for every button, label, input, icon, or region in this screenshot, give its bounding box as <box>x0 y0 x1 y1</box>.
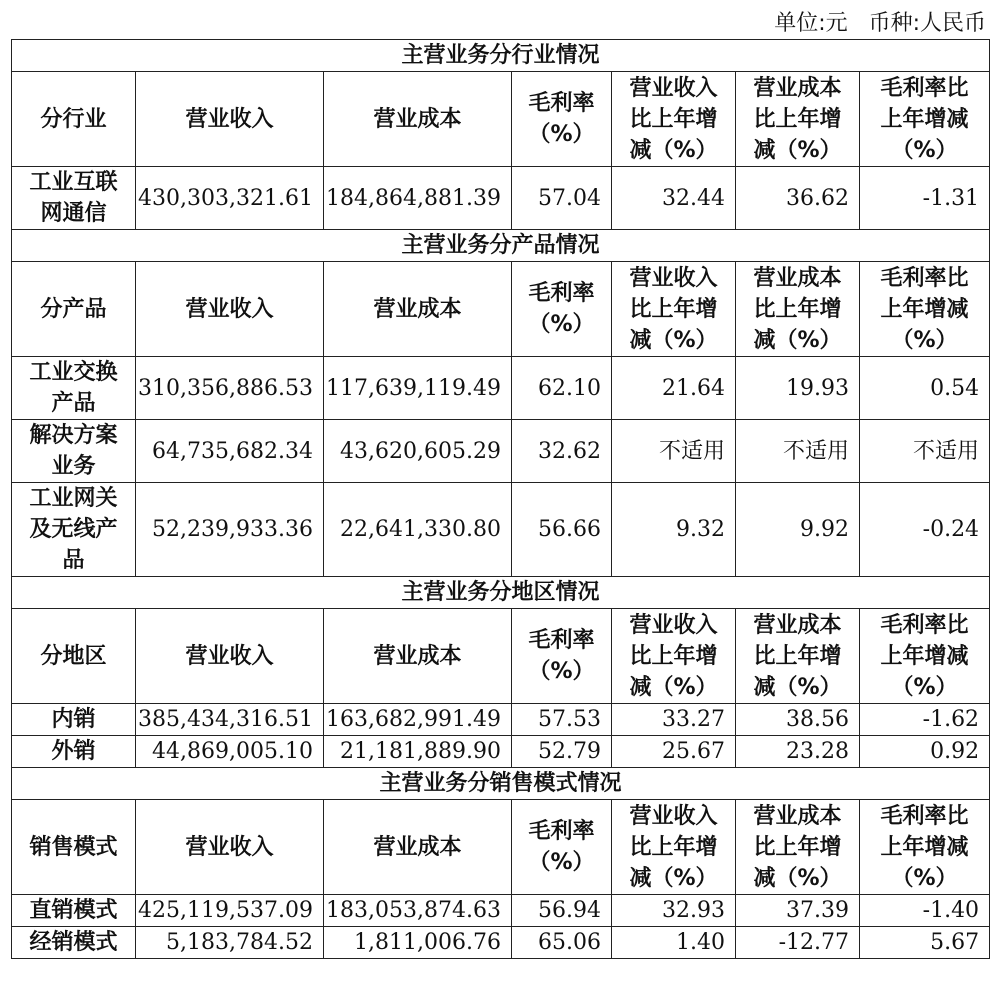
header-cost-change <box>736 609 860 704</box>
section-title: 主营业务分产品情况 <box>12 230 990 262</box>
main-business-table <box>11 39 990 959</box>
header-category <box>12 800 136 895</box>
column-header-row <box>12 72 990 167</box>
header-gross-margin <box>512 262 612 357</box>
cell-cost-chg: 38.56 <box>736 704 860 736</box>
header-gross-margin <box>512 609 612 704</box>
cell-rev-chg: 1.40 <box>612 927 736 959</box>
header-revenue-change <box>612 609 736 704</box>
cell-rev-chg: 不适用 <box>612 420 736 483</box>
cell-cost: 183,053,874.63 <box>324 895 512 927</box>
header-gross-margin <box>512 800 612 895</box>
header-revenue-change-text: 减（%） <box>629 865 718 891</box>
cell-rev-chg: 32.93 <box>612 895 736 927</box>
column-header-row <box>12 800 990 895</box>
header-margin-change-text: 上年增减 <box>880 834 969 860</box>
cell-rev-chg: 25.67 <box>612 736 736 768</box>
header-cost-change <box>736 72 860 167</box>
table-row <box>12 736 990 768</box>
header-gross-margin <box>512 72 612 167</box>
header-margin-change-text: 上年增减 <box>880 296 969 322</box>
row-label: 经销模式 <box>12 927 136 959</box>
cell-margin: 62.10 <box>512 357 612 420</box>
header-cost-change <box>736 800 860 895</box>
cell-margin: 65.06 <box>512 927 612 959</box>
table-row <box>12 357 990 420</box>
header-revenue-change <box>612 800 736 895</box>
header-cost <box>324 72 512 167</box>
cell-cost-chg: 19.93 <box>736 357 860 420</box>
header-category-text: 分产品 <box>40 296 107 322</box>
cell-margin-chg: -0.24 <box>860 483 990 577</box>
cell-revenue: 425,119,537.09 <box>136 895 324 927</box>
header-category <box>12 262 136 357</box>
header-revenue-change-text: 营业收入 <box>629 265 718 291</box>
row-label: 外销 <box>12 736 136 768</box>
header-cost-change-text: 比上年增 <box>753 834 842 860</box>
header-revenue-change-text: 减（%） <box>629 674 718 700</box>
header-cost-text: 营业成本 <box>373 834 462 860</box>
header-revenue-change-text: 比上年增 <box>629 643 718 669</box>
cell-margin-chg: -1.31 <box>860 167 990 230</box>
cell-cost-chg: 36.62 <box>736 167 860 230</box>
row-label: 解决方案业务 <box>12 420 136 483</box>
header-revenue <box>136 262 324 357</box>
header-cost-change-text: 营业成本 <box>753 75 842 101</box>
header-revenue-change-text: 减（%） <box>629 327 718 353</box>
section-title-row <box>12 577 990 609</box>
header-revenue-change-text: 比上年增 <box>629 106 718 132</box>
cell-margin-chg: 0.92 <box>860 736 990 768</box>
row-label: 直销模式 <box>12 895 136 927</box>
header-revenue <box>136 800 324 895</box>
header-margin-change-text: （%） <box>891 137 958 163</box>
cell-revenue: 64,735,682.34 <box>136 420 324 483</box>
header-cost-change-text: 比上年增 <box>753 643 842 669</box>
cell-margin: 57.04 <box>512 167 612 230</box>
cell-cost-chg: 23.28 <box>736 736 860 768</box>
header-gross-margin-text: 毛利率 <box>528 819 595 844</box>
header-revenue-change-text: 减（%） <box>629 137 718 163</box>
header-revenue-change-text: 营业收入 <box>629 803 718 829</box>
header-revenue <box>136 72 324 167</box>
header-cost-change-text: 营业成本 <box>753 265 842 291</box>
section-title: 主营业务分行业情况 <box>12 40 990 72</box>
header-margin-change <box>860 800 990 895</box>
column-header-row <box>12 609 990 704</box>
section-title-row <box>12 768 990 800</box>
header-cost-change-text: 减（%） <box>753 137 842 163</box>
header-margin-change-text: 上年增减 <box>880 643 969 669</box>
header-cost-change-text: 营业成本 <box>753 803 842 829</box>
cell-cost: 163,682,991.49 <box>324 704 512 736</box>
row-label: 工业互联网通信 <box>12 167 136 230</box>
header-revenue-change-text: 营业收入 <box>629 612 718 638</box>
cell-cost: 1,811,006.76 <box>324 927 512 959</box>
header-margin-change-text: （%） <box>891 674 958 700</box>
cell-cost-chg: -12.77 <box>736 927 860 959</box>
header-cost-change <box>736 262 860 357</box>
cell-margin: 56.94 <box>512 895 612 927</box>
cell-margin-chg: -1.40 <box>860 895 990 927</box>
header-cost-text: 营业成本 <box>373 643 462 669</box>
cell-cost-chg: 9.92 <box>736 483 860 577</box>
header-margin-change-text: （%） <box>891 327 958 353</box>
header-cost-change-text: 营业成本 <box>753 612 842 638</box>
header-cost <box>324 800 512 895</box>
cell-margin-chg: 0.54 <box>860 357 990 420</box>
header-cost-text: 营业成本 <box>373 296 462 322</box>
header-margin-change-text: 毛利率比 <box>880 265 969 291</box>
header-revenue-change <box>612 72 736 167</box>
header-margin-change-text: 毛利率比 <box>880 612 969 638</box>
header-category-text: 分地区 <box>40 643 107 669</box>
table-body <box>12 40 990 959</box>
header-revenue <box>136 609 324 704</box>
cell-margin-chg: 5.67 <box>860 927 990 959</box>
cell-margin-chg: -1.62 <box>860 704 990 736</box>
header-cost-change-text: 比上年增 <box>753 106 842 132</box>
section-title: 主营业务分销售模式情况 <box>12 768 990 800</box>
table-row <box>12 420 990 483</box>
header-margin-change <box>860 262 990 357</box>
cell-rev-chg: 21.64 <box>612 357 736 420</box>
header-margin-change-text: （%） <box>891 865 958 891</box>
header-revenue-text: 营业收入 <box>185 296 274 322</box>
cell-cost: 184,864,881.39 <box>324 167 512 230</box>
table-row <box>12 704 990 736</box>
header-cost <box>324 609 512 704</box>
table-row <box>12 483 990 577</box>
header-cost-change-text: 比上年增 <box>753 296 842 322</box>
header-revenue-text: 营业收入 <box>185 643 274 669</box>
cell-revenue: 310,356,886.53 <box>136 357 324 420</box>
cell-cost: 117,639,119.49 <box>324 357 512 420</box>
table-row <box>12 167 990 230</box>
cell-revenue: 44,869,005.10 <box>136 736 324 768</box>
header-revenue-text: 营业收入 <box>185 106 274 132</box>
row-label: 内销 <box>12 704 136 736</box>
cell-rev-chg: 9.32 <box>612 483 736 577</box>
header-revenue-change <box>612 262 736 357</box>
header-margin-change-text: 毛利率比 <box>880 803 969 829</box>
header-revenue-change-text: 比上年增 <box>629 834 718 860</box>
header-margin-change-text: 上年增减 <box>880 106 969 132</box>
header-gross-margin-text: （%） <box>528 659 595 684</box>
header-margin-change <box>860 72 990 167</box>
table-row <box>12 895 990 927</box>
header-category <box>12 609 136 704</box>
cell-margin-chg: 不适用 <box>860 420 990 483</box>
cell-margin: 56.66 <box>512 483 612 577</box>
cell-margin: 57.53 <box>512 704 612 736</box>
header-category-text: 分行业 <box>40 106 107 132</box>
cell-revenue: 52,239,933.36 <box>136 483 324 577</box>
header-revenue-change-text: 营业收入 <box>629 75 718 101</box>
cell-margin: 32.62 <box>512 420 612 483</box>
header-gross-margin-text: 毛利率 <box>528 628 595 653</box>
header-cost-text: 营业成本 <box>373 106 462 132</box>
header-revenue-change-text: 比上年增 <box>629 296 718 322</box>
header-cost-change-text: 减（%） <box>753 865 842 891</box>
cell-revenue: 430,303,321.61 <box>136 167 324 230</box>
cell-cost-chg: 不适用 <box>736 420 860 483</box>
cell-cost-chg: 37.39 <box>736 895 860 927</box>
header-cost-change-text: 减（%） <box>753 327 842 353</box>
table-row <box>12 927 990 959</box>
row-label: 工业交换产品 <box>12 357 136 420</box>
header-gross-margin-text: （%） <box>528 122 595 147</box>
header-gross-margin-text: 毛利率 <box>528 281 595 306</box>
column-header-row <box>12 262 990 357</box>
cell-margin: 52.79 <box>512 736 612 768</box>
header-category-text: 销售模式 <box>29 834 118 860</box>
header-cost <box>324 262 512 357</box>
cell-rev-chg: 32.44 <box>612 167 736 230</box>
unit-currency-note: 单位:元 币种:人民币 <box>774 11 986 36</box>
header-gross-margin-text: （%） <box>528 312 595 337</box>
row-label: 工业网关及无线产品 <box>12 483 136 577</box>
section-title-row <box>12 40 990 72</box>
header-category <box>12 72 136 167</box>
section-title-row <box>12 230 990 262</box>
cell-revenue: 385,434,316.51 <box>136 704 324 736</box>
cell-revenue: 5,183,784.52 <box>136 927 324 959</box>
cell-rev-chg: 33.27 <box>612 704 736 736</box>
header-revenue-text: 营业收入 <box>185 834 274 860</box>
header-gross-margin-text: 毛利率 <box>528 91 595 116</box>
cell-cost: 43,620,605.29 <box>324 420 512 483</box>
header-margin-change <box>860 609 990 704</box>
section-title: 主营业务分地区情况 <box>12 577 990 609</box>
cell-cost: 21,181,889.90 <box>324 736 512 768</box>
header-gross-margin-text: （%） <box>528 850 595 875</box>
header-margin-change-text: 毛利率比 <box>880 75 969 101</box>
header-cost-change-text: 减（%） <box>753 674 842 700</box>
cell-cost: 22,641,330.80 <box>324 483 512 577</box>
